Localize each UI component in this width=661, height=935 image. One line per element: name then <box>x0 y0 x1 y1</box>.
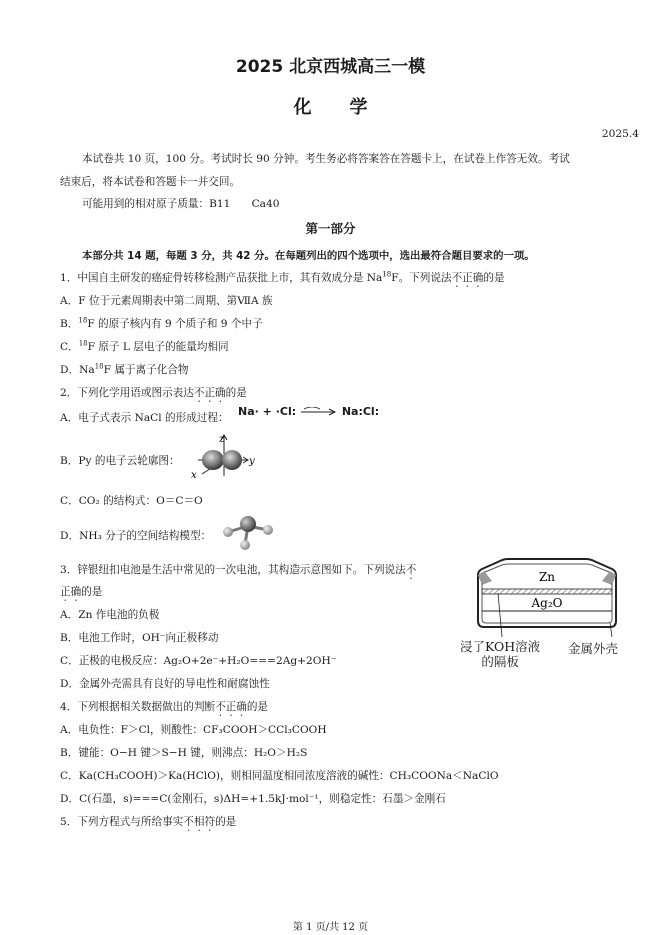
x-axis-label: x <box>191 470 197 480</box>
q1-option-b-label: B． <box>60 318 79 330</box>
q1-option-d <box>60 362 188 377</box>
q2-option-c: C．CO₂ 的结构式：O＝C＝O <box>60 495 203 507</box>
q4-option-a: A．电负性：F＞Cl，则酸性：CF₃COOH＞CCl₃COOH <box>60 724 327 736</box>
nh3-model-figure <box>218 512 278 552</box>
q3-stem-part: 3．锌银纽扣电池是生活中常见的一次电池，其构造示意图如下。下列说法 <box>60 564 406 576</box>
q3-option-d: D．金属外壳需具有良好的导电性和耐腐蚀性 <box>60 678 270 690</box>
q4-option-d: D．C(石墨，s)===C(金刚石，s)ΔH=+1.5kJ·mol⁻¹，则稳定性：石墨＞金刚石 <box>60 793 446 805</box>
separator-plate <box>482 589 612 594</box>
orbital-lobe-left <box>202 450 224 470</box>
q2-stem-part: 的是 <box>225 387 247 399</box>
atomic-mass-line: 可能用到的相对原子质量：B11 Ca40 <box>82 198 280 210</box>
q1-option-c-label: C． <box>60 341 79 353</box>
seal-gasket <box>478 571 492 585</box>
h-atom <box>263 525 273 535</box>
q4-stem-part: 4．下列根据相关数据做出的判断 <box>60 701 216 713</box>
q1-option-c-text: F 原子 L 层电子的能量均相同 <box>87 341 229 353</box>
h-atom <box>223 527 233 537</box>
q1-stem-negation: 不正确 <box>451 272 484 284</box>
q3-option-b: B．电池工作时，OH⁻向正极移动 <box>60 632 219 644</box>
q2-option-a: A．电子式表示 NaCl 的形成过程： <box>60 412 229 424</box>
q4-option-c: C．Ka(CH₃COOH)＞Ka(HClO)，则相同温度相同浓度溶液的碱性：CH₃COONa＜NaClO <box>60 770 499 782</box>
intro-line-1: 本试卷共 10 页，100 分。考试时长 90 分钟。考生务必将答案答在答题卡上，在试卷上作答无效。考试 <box>82 153 570 165</box>
q3-stem-negation: 不 <box>405 564 417 576</box>
q1-option-d-text: F 属于离子化合物 <box>103 364 189 376</box>
q3-stem-negation: 正确 <box>60 586 82 598</box>
shell-caption: 金属外壳 <box>568 641 619 656</box>
orbital-lobe-right <box>222 450 242 470</box>
nacl-formation-formula <box>238 405 379 418</box>
nacl-product: Na:Cl: <box>341 405 380 418</box>
q4-stem <box>60 699 268 719</box>
y-axis-label: y <box>249 456 255 467</box>
q2-option-b: B．Py 的电子云轮廓图： <box>60 455 180 467</box>
q2-option-d: D．NH₃ 分子的空间结构模型： <box>60 530 212 542</box>
q1-stem-part: 的是 <box>483 272 505 284</box>
separator-caption <box>460 639 540 669</box>
q1-option-b-text: F 的原子核内有 9 个质子和 9 个中子 <box>87 318 263 330</box>
q2-stem-negation: 不正确 <box>193 387 226 399</box>
q4-stem-negation: 不正确 <box>215 701 247 713</box>
z-axis-label: z <box>219 434 225 445</box>
q3-option-a: A．Zn 作电池的负极 <box>60 609 160 621</box>
part1-instruction: 本部分共 14 题，每题 3 分，共 42 分。在每题列出的四个选项中，选出最符合题目要求的一项。 <box>82 250 535 262</box>
q2-stem <box>60 385 247 405</box>
q5-stem-part: 5．下列方程式与所给事实 <box>60 816 184 828</box>
q5-stem <box>60 814 236 834</box>
subject-title: 化学 <box>293 97 406 118</box>
q1-stem-sup: 18 <box>382 270 392 279</box>
q1-option-b <box>60 316 263 331</box>
q3-option-c: C．正极的电极反应：Ag₂O+2e⁻+H₂O===2Ag+2OH⁻ <box>60 655 337 667</box>
p-orbital-figure <box>188 432 258 480</box>
exam-date: 2025.4 <box>601 128 639 140</box>
zn-label: Zn <box>538 570 556 584</box>
q1-option-c <box>60 339 229 354</box>
q1-option-c-sup: 18 <box>78 339 88 348</box>
plus-sign: + <box>262 405 272 418</box>
reaction-arrow-icon <box>300 407 338 417</box>
h-atom <box>240 540 250 550</box>
button-battery-diagram <box>452 545 642 653</box>
q4-option-b: B．键能：O−H 键＞S−H 键，则沸点：H₂O＞H₂S <box>60 747 308 759</box>
q2-stem-part: 2．下列化学用语或图示表达 <box>60 387 194 399</box>
n-atom <box>240 516 256 532</box>
page-footer: 第 1 页/共 12 页 <box>292 922 369 933</box>
exam-title: 2025 北京西城高三一模 <box>235 57 426 77</box>
cl-atom: ·Cl: <box>275 405 297 418</box>
q1-option-d-sup: 18 <box>94 362 104 371</box>
q1-option-b-sup: 18 <box>78 316 88 325</box>
q3-stem-line-2 <box>60 584 102 604</box>
q1-stem-part: F。下列说法 <box>391 272 452 284</box>
q3-stem-part: 的是 <box>81 586 103 598</box>
q4-stem-part: 的是 <box>246 701 269 713</box>
ag2o-label: Ag₂O <box>531 596 563 610</box>
q5-stem-negation: 不相符 <box>183 816 216 828</box>
part1-title: 第一部分 <box>305 221 356 236</box>
na-atom: Na· <box>238 405 259 418</box>
q1-stem-part: 1．中国自主研发的癌症骨转移检测产品获批上市，其有效成分是 Na <box>60 272 383 284</box>
q1-option-a: A．F 位于元素周期表中第二周期、第ⅦA 族 <box>60 295 273 307</box>
separator-caption-line: 的隔板 <box>481 654 519 669</box>
q1-stem <box>60 270 505 290</box>
q3-stem-line-1 <box>60 562 416 582</box>
intro-line-2: 结束后，将本试卷和答题卡一并交回。 <box>60 176 241 188</box>
q5-stem-part: 的是 <box>215 816 237 828</box>
q1-option-d-label: D．Na <box>60 364 95 376</box>
separator-caption-line: 浸了KOH溶液 <box>460 639 541 654</box>
seal-gasket <box>602 571 616 585</box>
